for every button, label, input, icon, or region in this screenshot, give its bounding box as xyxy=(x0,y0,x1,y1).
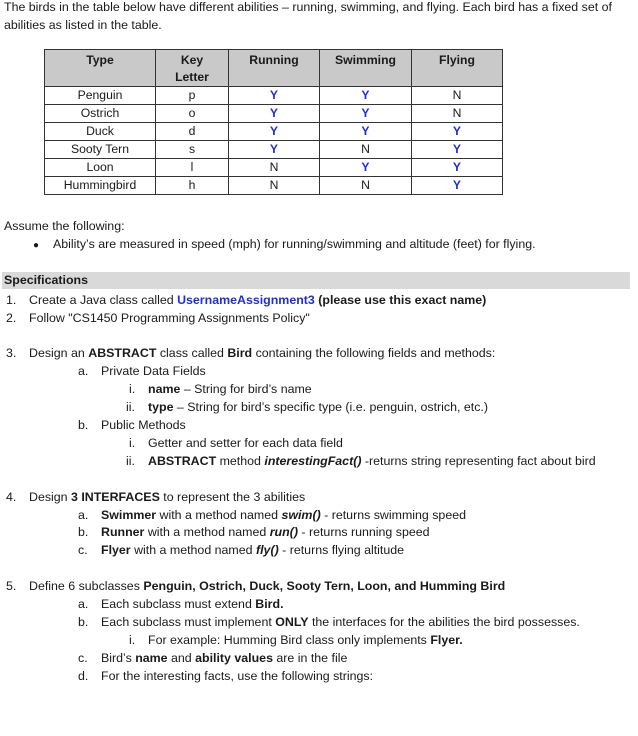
cell-key: s xyxy=(156,141,229,159)
item5-b-post: the interfaces for the abilities the bird possesses. xyxy=(308,615,580,629)
item5-a-number: a. xyxy=(78,597,89,611)
item3-b-ii-number: ii. xyxy=(126,454,135,468)
item5-b-i-bold: Flyer. xyxy=(430,633,463,647)
item2-number: 2. xyxy=(6,311,17,325)
item1-class-name: UsernameAssignment3 xyxy=(177,293,315,307)
item3-mid: class called xyxy=(156,346,228,360)
assume-bullet-text: Ability’s are measured in speed (mph) for running/swimming and altitude (feet) for flying. xyxy=(53,237,536,251)
item4-c-text: - returns flying altitude xyxy=(278,543,405,557)
item5-pre: Define 6 subclasses xyxy=(29,579,144,593)
cell-flying: N xyxy=(412,87,503,105)
spec-title: Specifications xyxy=(4,273,89,287)
item4-c-bold: Flyer xyxy=(101,543,131,557)
item3-a-ii-number: ii. xyxy=(126,400,135,414)
spec-title-bar xyxy=(2,272,630,289)
item4-number: 4. xyxy=(6,490,17,504)
item5-b-i-line xyxy=(148,631,463,649)
item4-b-text: - returns running speed xyxy=(297,525,430,539)
cell-key: l xyxy=(156,159,229,177)
item3-b-i-text: Getter and setter for each data field xyxy=(148,436,343,450)
item3-bird: Bird xyxy=(227,346,253,360)
table-row xyxy=(45,141,503,159)
item1-post: (please use this exact name) xyxy=(314,293,487,307)
table-row xyxy=(45,177,503,195)
item3-abstract: ABSTRACT xyxy=(88,346,157,360)
table-header-row xyxy=(45,50,503,87)
item3-number: 3. xyxy=(6,346,17,360)
header-key-letter xyxy=(156,50,229,87)
item4-b-line xyxy=(101,523,430,541)
item3-b-i-number: i. xyxy=(129,436,136,450)
table-row xyxy=(45,159,503,177)
table-row xyxy=(45,123,503,141)
item5-line xyxy=(29,577,505,595)
item4-post: to represent the 3 abilities xyxy=(159,490,306,504)
header-swimming: Swimming xyxy=(320,50,412,87)
item5-a-pre: Each subclass must extend xyxy=(101,597,256,611)
cell-type: Duck xyxy=(45,123,156,141)
item3-post: containing the following fields and methods: xyxy=(252,346,496,360)
header-type: Type xyxy=(45,50,156,87)
item4-a-text: - returns swimming speed xyxy=(320,508,466,522)
cell-key: d xyxy=(156,123,229,141)
bullet-icon: ● xyxy=(33,240,40,251)
item3-pre: Design an xyxy=(29,346,89,360)
item3-a-ii-line xyxy=(148,398,488,416)
cell-flying: Y xyxy=(412,159,503,177)
cell-running: N xyxy=(229,159,320,177)
item5-b-i-pre: For example: Humming Bird class only implements xyxy=(148,633,431,647)
cell-swimming: Y xyxy=(320,105,412,123)
item3-a-text: Private Data Fields xyxy=(101,364,206,378)
cell-key: o xyxy=(156,105,229,123)
item2-text: Follow "CS1450 Programming Assignments Policy" xyxy=(29,311,310,325)
item5-b-line xyxy=(101,613,580,631)
cell-type: Loon xyxy=(45,159,156,177)
cell-type: Ostrich xyxy=(45,105,156,123)
intro-paragraph: The birds in the table below have different abilities – running, swimming, and flying. Each bird has a fixed set of abilities as listed in the table. xyxy=(4,0,612,32)
cell-flying: Y xyxy=(412,177,503,195)
item1-number: 1. xyxy=(6,293,17,307)
item4-b-bold: Runner xyxy=(101,525,145,539)
cell-swimming: Y xyxy=(320,159,412,177)
cell-swimming: Y xyxy=(320,123,412,141)
cell-running: Y xyxy=(229,105,320,123)
item4-c-line xyxy=(101,541,404,559)
item3-b-ii-line xyxy=(148,452,596,470)
item5-c-mid: and xyxy=(167,651,196,665)
item3-b-ii-text: -returns string representing fact about bird xyxy=(361,454,596,468)
item4-c-number: c. xyxy=(78,543,88,557)
item3-a-ii-text: – String for bird’s specific type (i.e. penguin, ostrich, etc.) xyxy=(173,400,488,414)
item3-b-ii-bold: ABSTRACT xyxy=(148,454,217,468)
assume-heading: Assume the following: xyxy=(4,219,125,233)
cell-flying: Y xyxy=(412,141,503,159)
item5-bold: Penguin, Ostrich, Duck, Sooty Tern, Loon, and Humming Bird xyxy=(143,579,506,593)
item3-a-i-text: – String for bird’s name xyxy=(180,382,312,396)
item4-b-number: b. xyxy=(78,525,89,539)
cell-type: Penguin xyxy=(45,87,156,105)
cell-running: Y xyxy=(229,141,320,159)
item4-a-mid: with a method named xyxy=(156,508,282,522)
item4-line xyxy=(29,488,305,506)
item5-d-text: For the interesting facts, use the following strings: xyxy=(101,669,374,683)
item3-a-ii-bold: type xyxy=(148,400,174,414)
cell-flying: N xyxy=(412,105,503,123)
header-running: Running xyxy=(229,50,320,87)
item4-b-method: run() xyxy=(269,525,298,539)
item4-a-bold: Swimmer xyxy=(101,508,157,522)
cell-flying: Y xyxy=(412,123,503,141)
item5-c-bold1: name xyxy=(135,651,168,665)
cell-type: Sooty Tern xyxy=(45,141,156,159)
table-row xyxy=(45,105,503,123)
cell-key: p xyxy=(156,87,229,105)
item4-c-method: fly() xyxy=(255,543,279,557)
item5-a-bold: Bird. xyxy=(255,597,284,611)
item5-c-post: are in the file xyxy=(272,651,348,665)
item5-b-number: b. xyxy=(78,615,89,629)
item5-b-i-number: i. xyxy=(129,633,136,647)
item5-a-line xyxy=(101,595,284,613)
item4-a-number: a. xyxy=(78,508,89,522)
item3-b-number: b. xyxy=(78,418,89,432)
item3-line xyxy=(29,344,495,362)
table-row xyxy=(45,87,503,105)
item4-a-line xyxy=(101,506,466,524)
cell-running: N xyxy=(229,177,320,195)
cell-running: Y xyxy=(229,123,320,141)
item5-c-number: c. xyxy=(78,651,88,665)
item5-b-bold: ONLY xyxy=(275,615,309,629)
item4-pre: Design xyxy=(29,490,72,504)
item3-a-i-bold: name xyxy=(148,382,181,396)
item5-c-pre: Bird’s xyxy=(101,651,136,665)
cell-key: h xyxy=(156,177,229,195)
bird-abilities-table xyxy=(44,49,503,195)
item1-line xyxy=(29,291,486,309)
item3-b-ii-method: interestingFact() xyxy=(264,454,362,468)
cell-swimming: Y xyxy=(320,87,412,105)
item5-number: 5. xyxy=(6,579,17,593)
cell-swimming: N xyxy=(320,177,412,195)
header-flying: Flying xyxy=(412,50,503,87)
item3-b-ii-mid: method xyxy=(216,454,265,468)
cell-swimming: N xyxy=(320,141,412,159)
header-key-letter-text: Key Letter xyxy=(175,53,209,84)
item4-bold: 3 INTERFACES xyxy=(71,490,160,504)
item5-d-number: d. xyxy=(78,669,89,683)
cell-running: Y xyxy=(229,87,320,105)
item3-a-number: a. xyxy=(78,364,89,378)
item3-a-i-line xyxy=(148,380,312,398)
item5-c-line xyxy=(101,649,347,667)
item4-b-mid: with a method named xyxy=(144,525,270,539)
item5-b-pre: Each subclass must implement xyxy=(101,615,276,629)
cell-type: Hummingbird xyxy=(45,177,156,195)
item5-c-bold2: ability values xyxy=(195,651,273,665)
item3-b-text: Public Methods xyxy=(101,418,186,432)
item1-pre: Create a Java class called xyxy=(29,293,178,307)
item4-c-mid: with a method named xyxy=(130,543,256,557)
item4-a-method: swim() xyxy=(281,508,321,522)
item3-a-i-number: i. xyxy=(129,382,136,396)
